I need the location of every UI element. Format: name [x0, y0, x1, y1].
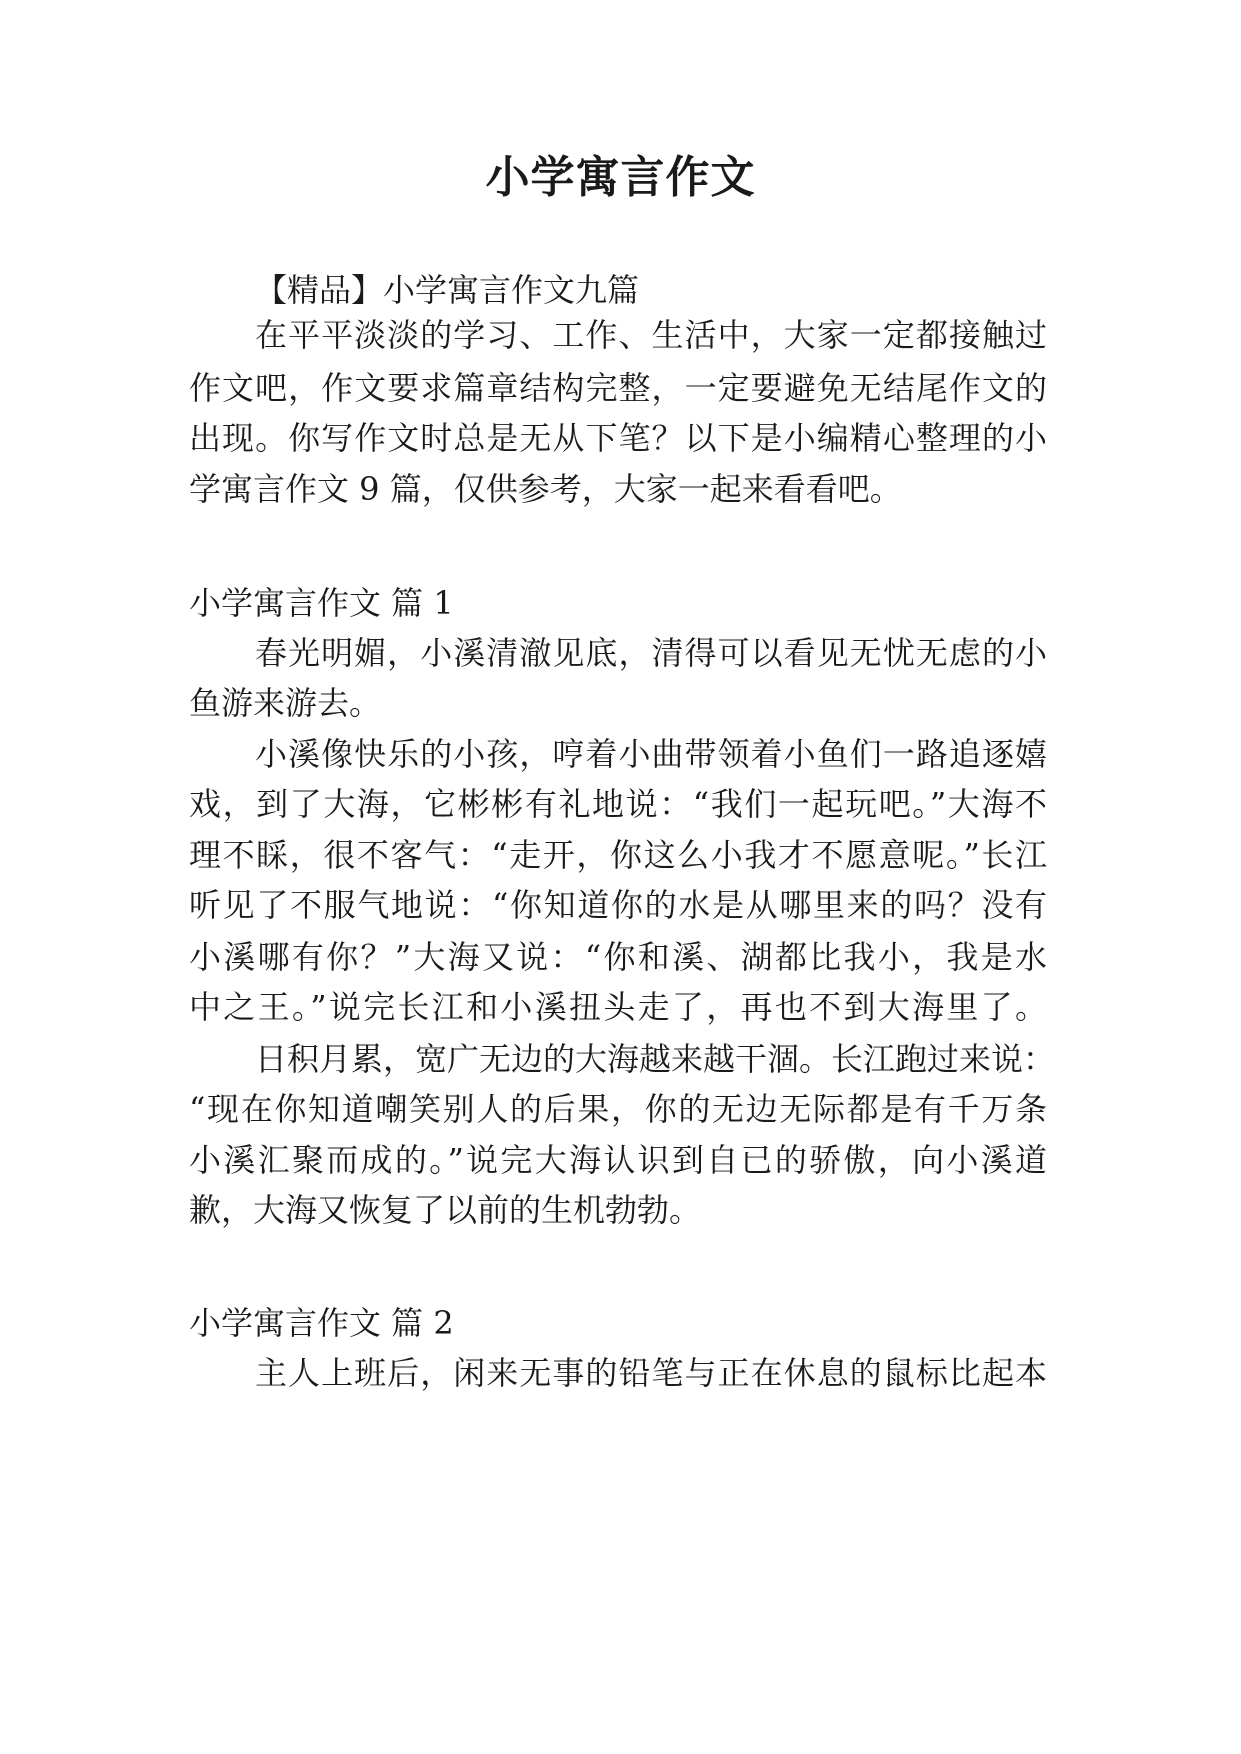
- story-paragraph-line: 中之王。”说完长江和小溪扭头走了，再也不到大海里了。: [189, 988, 1047, 1026]
- story-paragraph-line: 小溪像快乐的小孩，哼着小曲带领着小鱼们一路追逐嬉: [255, 735, 1047, 773]
- intro-subtitle: 【精品】小学寓言作文九篇: [255, 271, 640, 309]
- story-paragraph-line: 歉，大海又恢复了以前的生机勃勃。: [189, 1191, 702, 1229]
- story-paragraph-line: 听见了不服气地说：“你知道你的水是从哪里来的吗？没有: [189, 886, 1047, 924]
- intro-paragraph-line: 出现。你写作文时总是无从下笔？以下是小编精心整理的小: [189, 419, 1047, 457]
- story-paragraph-line: 日积月累，宽广无边的大海越来越干涸。长江跑过来说：: [255, 1040, 1056, 1078]
- story-paragraph-line: 戏，到了大海，它彬彬有礼地说：“我们一起玩吧。”大海不: [189, 785, 1047, 823]
- section-heading: 小学寓言作文 篇 2: [189, 1304, 454, 1342]
- story-paragraph-line: 主人上班后，闲来无事的铅笔与正在休息的鼠标比起本: [255, 1354, 1047, 1392]
- story-paragraph-line: 春光明媚，小溪清澈见底，清得可以看见无忧无虑的小: [255, 634, 1047, 672]
- intro-paragraph-line: 学寓言作文 9 篇，仅供参考，大家一起来看看吧。: [189, 470, 902, 508]
- story-paragraph-line: 小溪哪有你？”大海又说：“你和溪、湖都比我小，我是水: [189, 938, 1047, 976]
- story-paragraph-line: “现在你知道嘲笑别人的后果，你的无边无际都是有千万条: [189, 1090, 1047, 1128]
- intro-paragraph-line: 在平平淡淡的学习、工作、生活中，大家一定都接触过: [255, 316, 1047, 354]
- story-paragraph-line: 理不睬，很不客气：“走开，你这么小我才不愿意呢。”长江: [189, 836, 1047, 874]
- story-paragraph-line: 小溪汇聚而成的。”说完大海认识到自已的骄傲，向小溪道: [189, 1141, 1047, 1179]
- section-heading: 小学寓言作文 篇 1: [189, 584, 454, 622]
- document-title: 小学寓言作文: [485, 152, 756, 203]
- story-paragraph-line: 鱼游来游去。: [189, 684, 382, 722]
- intro-paragraph-line: 作文吧，作文要求篇章结构完整，一定要避免无结尾作文的: [189, 369, 1047, 407]
